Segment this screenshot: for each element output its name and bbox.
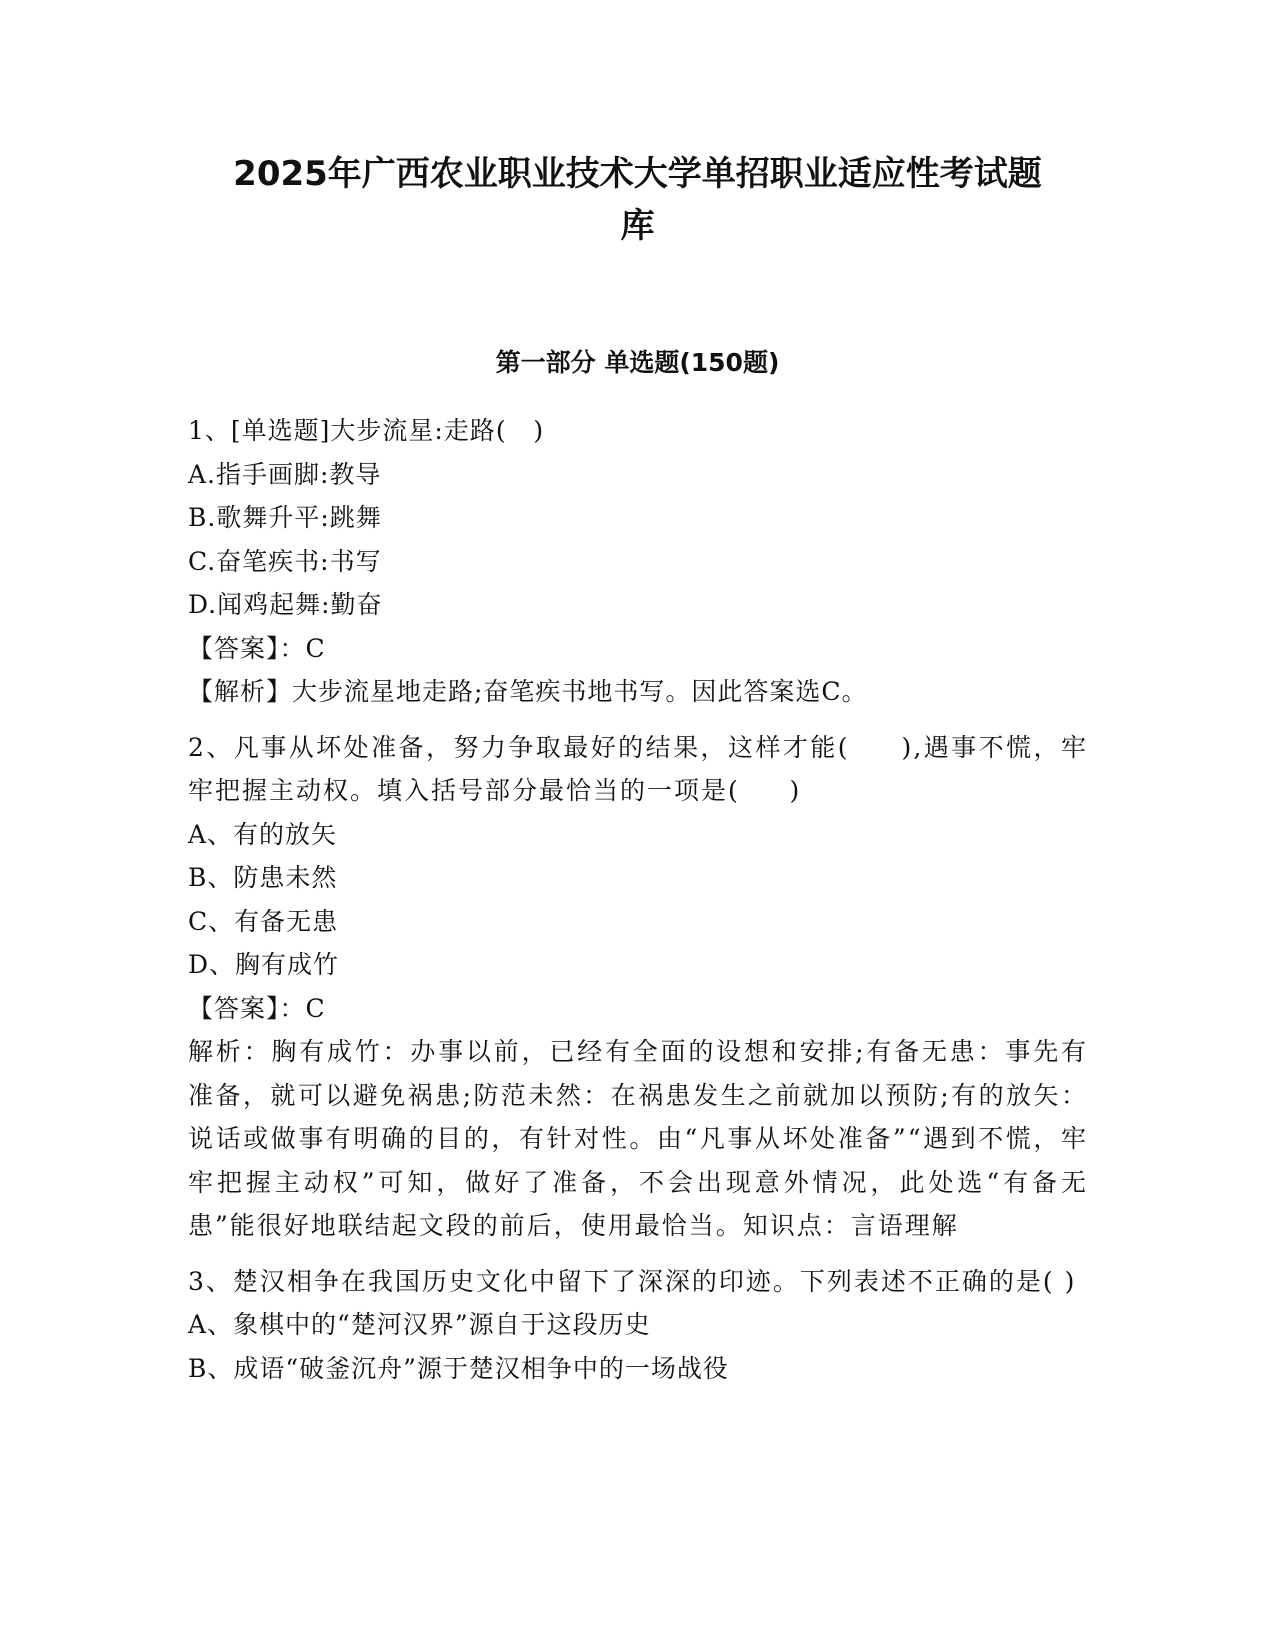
question-list	[188, 409, 1088, 1402]
question-stem: 2、凡事从坏处准备，努力争取最好的结果，这样才能( ),遇事不慌，牢牢把握主动权。填入括号部分最恰当的一项是( )	[188, 732, 1088, 805]
option-c: C、有备无患	[188, 906, 339, 936]
question-2	[188, 726, 1088, 1248]
document-title-line-1: 2025年广西农业职业技术大学单招职业适应性考试题	[233, 154, 1042, 194]
question-3	[188, 1260, 1088, 1391]
analysis: 【解析】大步流星地走路;奋笔疾书地书写。因此答案选C。	[188, 677, 868, 706]
answer: 【答案】：C	[188, 993, 326, 1023]
option-d: D.闻鸡起舞:勤奋	[188, 590, 383, 619]
document-title	[150, 148, 1125, 252]
answer: 【答案】：C	[188, 633, 326, 663]
option-a: A、有的放矢	[188, 819, 338, 849]
question-stem: 1、[单选题]大步流星:走路( )	[188, 416, 545, 445]
document-title-line-2: 库	[620, 206, 655, 246]
analysis: 解析：胸有成竹：办事以前，已经有全面的设想和安排;有备无患：事先有准备，就可以避免祸患;防范未然：在祸患发生之前就加以预防;有的放矢：说话或做事有明确的目的，有针对性。由“凡事从坏处准备”“遇到不慌，牢牢把握主动权”可知，做好了准备，不会出现意外情况，此处选“有备无患”能很好地联结起文段的前后，使用最恰当。知识点：言语理解	[188, 1037, 1088, 1240]
option-b: B.歌舞升平:跳舞	[188, 503, 382, 532]
question-1	[188, 409, 1088, 714]
question-stem: 3、楚汉相争在我国历史文化中留下了深深的印迹。下列表述不正确的是( )	[188, 1266, 1077, 1296]
option-b: B、成语“破釜沉舟”源于楚汉相争中的一场战役	[188, 1353, 729, 1383]
option-a: A、象棋中的“楚河汉界”源自于这段历史	[188, 1310, 651, 1339]
section-title: 第一部分 单选题(150题)	[495, 348, 780, 377]
option-b: B、防患未然	[188, 863, 338, 892]
option-c: C.奋笔疾书:书写	[188, 546, 382, 576]
option-a: A.指手画脚:教导	[188, 459, 382, 489]
option-d: D、胸有成竹	[188, 950, 340, 979]
